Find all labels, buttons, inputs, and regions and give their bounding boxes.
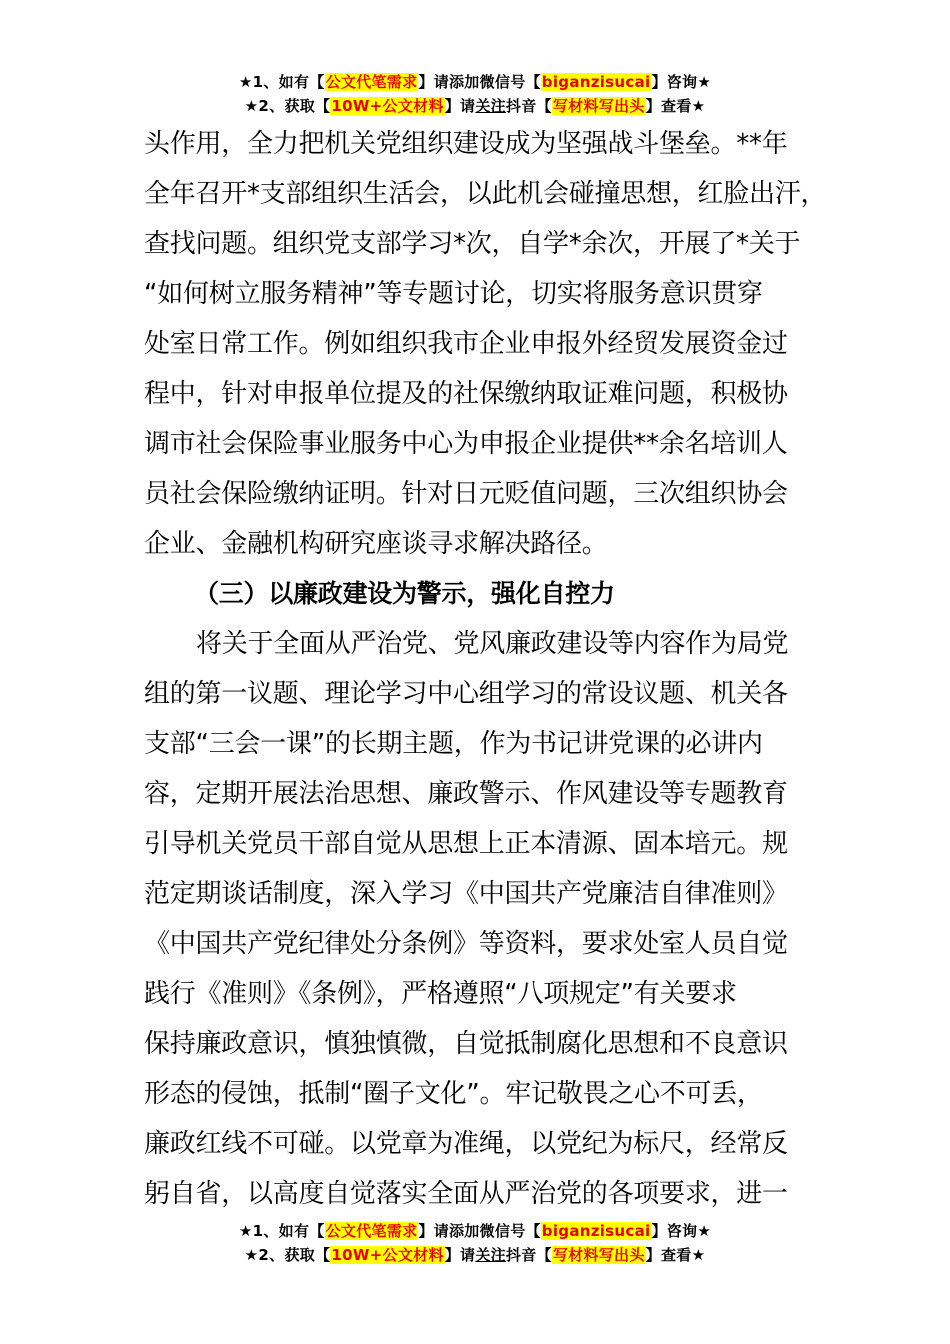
- section-line: 躬自省，以高度自觉落实全面从严治党的各项要求，进一: [144, 1179, 788, 1209]
- section-line: 引导机关党员干部自觉从思想上正本清源、固本培元。规: [144, 829, 788, 859]
- douyin-account-highlight: 写材料写出头: [552, 1246, 645, 1264]
- section-line: 将关于全面从严治党、党风廉政建设等内容作为局党: [196, 629, 789, 659]
- banner-line-1: [0, 70, 950, 94]
- banner-text: 】请: [444, 97, 476, 115]
- section-line: 《中国共产党纪律处分条例》等资料，要求处室人员自觉: [144, 929, 788, 959]
- banner-text: ★2、获取【: [244, 97, 331, 115]
- section-line: 组的第一议题、理论学习中心组学习的常设议题、机关各: [144, 679, 788, 709]
- section-line: 廉政红线不可碰。以党章为准绳，以党纪为标尺，经常反: [144, 1129, 788, 1159]
- banner-underlined-text: 关注: [475, 97, 506, 115]
- banner-line-2: [0, 1243, 950, 1267]
- banner-underlined-text: 关注: [475, 1246, 506, 1264]
- body-line: 查找问题。组织党支部学习*次，自学*余次，开展了*关于: [144, 229, 801, 259]
- banner-line-2: [0, 94, 950, 118]
- wechat-id-highlight: biganzisucai: [541, 1222, 651, 1240]
- banner-highlight: 10W+公文材料: [331, 97, 444, 115]
- banner-highlight: 10W+公文材料: [331, 1246, 444, 1264]
- banner-text: 】咨询★: [651, 73, 712, 91]
- footer-banner: [0, 1219, 950, 1267]
- banner-text: 抖音【: [505, 97, 552, 115]
- banner-line-1: [0, 1219, 950, 1243]
- banner-text: 】请添加微信号【: [418, 73, 541, 91]
- body-line: 调市社会保险事业服务中心为申报企业提供**余名培训人: [144, 429, 788, 459]
- body-line: 头作用，全力把机关党组织建设成为坚强战斗堡垒。**年: [144, 129, 788, 159]
- banner-highlight: 公文代笔需求: [325, 73, 418, 91]
- wechat-id-highlight: biganzisucai: [541, 73, 651, 91]
- banner-text: 】查看★: [645, 1246, 706, 1264]
- header-banner: [0, 70, 950, 118]
- body-line: 企业、金融机构研究座谈寻求解决路径。: [144, 529, 608, 559]
- section-line: 范定期谈话制度，深入学习《中国共产党廉洁自律准则》: [144, 879, 788, 909]
- banner-text: ★1、如有【: [238, 1222, 325, 1240]
- banner-text: 】请添加微信号【: [418, 1222, 541, 1240]
- section-line: 形态的侵蚀，抵制“圈子文化”。牢记敬畏之心不可丢，: [144, 1079, 763, 1109]
- section-line: 支部“三会一课”的长期主题，作为书记讲党课的必讲内: [144, 729, 763, 759]
- section-line: 容，定期开展法治思想、廉政警示、作风建设等专题教育: [144, 779, 788, 809]
- banner-text: 】咨询★: [651, 1222, 712, 1240]
- banner-text: 抖音【: [505, 1246, 552, 1264]
- section-line: 践行《准则》《条例》，严格遵照“八项规定”有关要求: [144, 979, 737, 1009]
- body-line: 员社会保险缴纳证明。针对日元贬值问题，三次组织协会: [144, 479, 788, 509]
- body-line: 处室日常工作。例如组织我市企业申报外经贸发展资金过: [144, 329, 788, 359]
- document-body: [144, 119, 827, 1219]
- douyin-account-highlight: 写材料写出头: [552, 97, 645, 115]
- body-line: “如何树立服务精神”等专题讨论，切实将服务意识贯穿: [144, 279, 763, 309]
- banner-text: 】查看★: [645, 97, 706, 115]
- banner-highlight: 公文代笔需求: [325, 1222, 418, 1240]
- section-line: 保持廉政意识，慎独慎微，自觉抵制腐化思想和不良意识: [144, 1029, 788, 1059]
- section-heading: （三）以廉政建设为警示，强化自控力: [194, 579, 615, 608]
- body-line: 全年召开*支部组织生活会，以此机会碰撞思想，红脸出汗，: [144, 179, 827, 209]
- banner-text: ★1、如有【: [238, 73, 325, 91]
- banner-text: ★2、获取【: [244, 1246, 331, 1264]
- banner-text: 】请: [444, 1246, 476, 1264]
- body-line: 程中，针对申报单位提及的社保缴纳取证难问题，积极协: [144, 379, 788, 409]
